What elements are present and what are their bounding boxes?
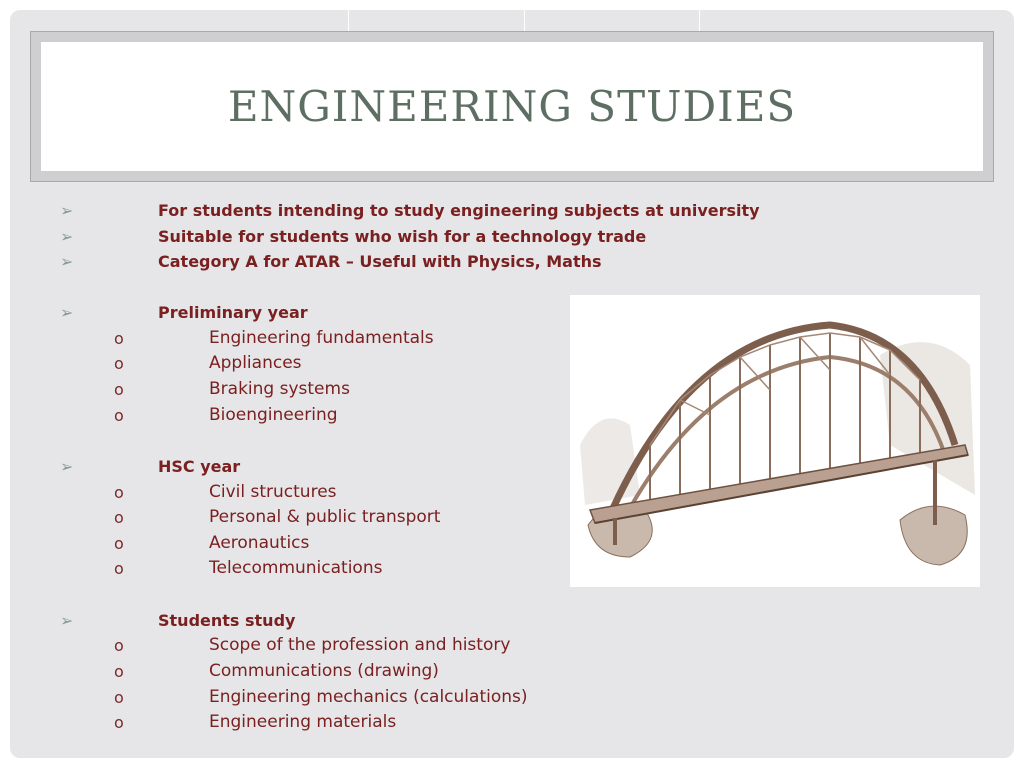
circle-bullet-icon: o <box>114 353 124 373</box>
circle-bullet-icon: o <box>114 533 124 553</box>
preliminary-heading: Preliminary year <box>158 302 308 322</box>
arrow-bullet-icon: ➢ <box>60 302 74 322</box>
sub-bullet-text: Engineering fundamentals <box>209 328 434 348</box>
sub-bullet-text: Scope of the profession and history <box>209 635 511 655</box>
arrow-bullet-icon: ➢ <box>60 456 74 476</box>
circle-bullet-icon: o <box>114 635 124 655</box>
sub-bullet-text: Engineering materials <box>209 712 397 732</box>
intro-bullet-text: Category A for ATAR – Useful with Physics, Maths <box>158 251 602 271</box>
circle-bullet-icon: o <box>114 379 124 399</box>
intro-bullet-text: Suitable for students who wish for a technology trade <box>158 226 647 246</box>
circle-bullet-icon: o <box>114 661 124 681</box>
study-heading: Students study <box>158 610 296 630</box>
circle-bullet-icon: o <box>114 405 124 425</box>
circle-bullet-icon: o <box>114 712 124 732</box>
sub-bullet-text: Braking systems <box>209 379 350 399</box>
slide <box>10 10 1014 758</box>
arrow-bullet-icon: ➢ <box>60 610 74 630</box>
bridge-illustration <box>570 295 980 587</box>
sub-bullet-text: Appliances <box>209 353 302 373</box>
sub-bullet-text: Civil structures <box>209 482 337 502</box>
intro-bullet-text: For students intending to study engineering subjects at university <box>158 200 760 220</box>
circle-bullet-icon: o <box>114 507 124 527</box>
circle-bullet-icon: o <box>114 558 124 578</box>
circle-bullet-icon: o <box>114 687 124 707</box>
sub-bullet-text: Telecommunications <box>209 558 383 578</box>
sub-bullet-text: Communications (drawing) <box>209 661 439 681</box>
sub-bullet-text: Engineering mechanics (calculations) <box>209 687 528 707</box>
sub-bullet-text: Bioengineering <box>209 405 338 425</box>
arch-bridge-sketch-icon <box>570 295 980 587</box>
sub-bullet-text: Aeronautics <box>209 533 310 553</box>
sub-bullet-text: Personal & public transport <box>209 507 441 527</box>
circle-bullet-icon: o <box>114 482 124 502</box>
arrow-bullet-icon: ➢ <box>60 200 74 220</box>
hsc-heading: HSC year <box>158 456 241 476</box>
slide-title: ENGINEERING STUDIES <box>227 82 797 131</box>
arrow-bullet-icon: ➢ <box>60 251 74 271</box>
arrow-bullet-icon: ➢ <box>60 226 74 246</box>
circle-bullet-icon: o <box>114 328 124 348</box>
